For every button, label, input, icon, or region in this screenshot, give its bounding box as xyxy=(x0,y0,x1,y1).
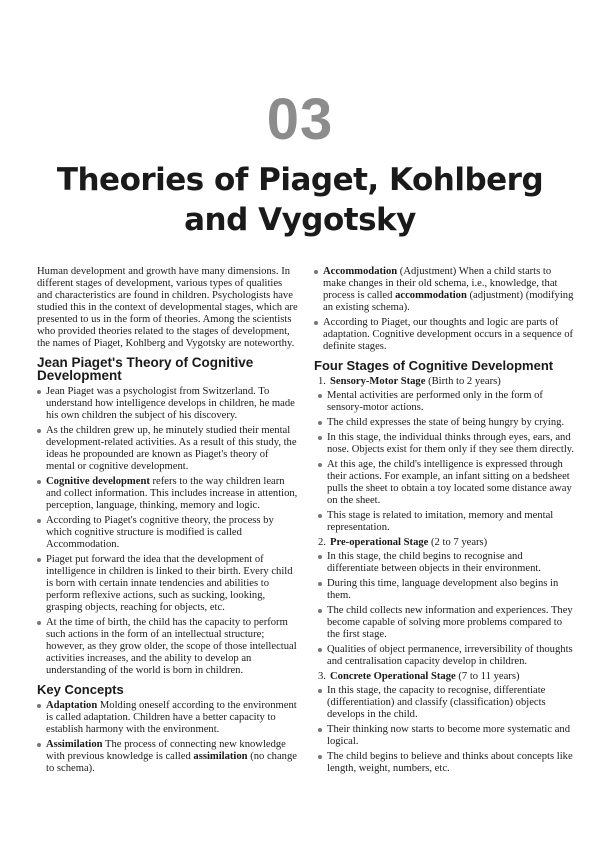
chapter-title xyxy=(0,160,600,240)
bullet-text: As the children grew up, he minutely studied their mental development-related activities. As a result of this study, the ideas he propounded are known as Piaget's theory of mental or cognitive development. xyxy=(46,425,297,472)
list-item xyxy=(318,605,576,641)
list-item xyxy=(37,617,299,677)
key-concepts-list xyxy=(37,700,299,775)
list-item xyxy=(318,551,576,575)
list-item xyxy=(318,724,576,748)
stage-item xyxy=(318,376,576,534)
list-item xyxy=(37,739,299,775)
key-concepts-heading: Key Concepts xyxy=(37,682,124,697)
stage-name: Sensory-Motor Stage xyxy=(330,376,426,387)
concept-text: (Adjustment) When a child starts to make changes in their old schema, i.e., knowledge, that process is called xyxy=(323,266,558,301)
stage-number: 1. xyxy=(318,376,326,387)
intro-paragraph: Human development and growth have many dimensions. In different stages of development, various types of qualities and characteristics are found in children. Psychologists have studied this in the context of developmental stages, which are presented to us in the form of theories. Among the scientists who provided theories related to the stages of development, the names of Piaget, Kohlberg and Vygotsky are noteworthy. xyxy=(37,266,298,349)
concept-term: Adaptation xyxy=(46,700,98,711)
list-item xyxy=(318,390,576,414)
concept-text: (no change to schema). xyxy=(46,751,297,774)
list-item xyxy=(318,644,576,668)
bullet-text: Jean Piaget was a psychologist from Switzerland. To understand how intelligence develops in children, he made his own children the subject of his discovery. xyxy=(46,386,295,421)
bullet-text: The child collects new information and experiences. They become capable of solving more problems compared to the first stage. xyxy=(327,605,573,640)
list-item xyxy=(318,510,576,534)
list-item xyxy=(318,432,576,456)
bullet-text: At this age, the child's intelligence is expressed through their actions. For example, an infant sitting on a bedsheet pulls the sheet to obtain a toy located some distance away on the sheet. xyxy=(327,459,572,506)
list-item xyxy=(318,751,576,775)
list-item xyxy=(37,476,299,512)
stage-item xyxy=(318,537,576,668)
bullet-text: This stage is related to imitation, memory and mental representation. xyxy=(327,510,554,533)
stage-heading xyxy=(318,671,576,683)
list-item xyxy=(318,417,576,429)
stage-heading xyxy=(318,376,576,388)
concept-term-inline: assimilation xyxy=(193,751,248,762)
bullet-text: In this stage, the individual thinks through eyes, ears, and nose. Objects exist for them only if they see them directly. xyxy=(327,432,575,455)
stage-points xyxy=(318,390,576,534)
list-item xyxy=(318,578,576,602)
left-column xyxy=(37,266,299,778)
stage-age: (2 to 7 years) xyxy=(428,537,488,548)
stage-points xyxy=(318,685,576,775)
section-heading-line-2: Development xyxy=(37,368,122,383)
bullet-term: Cognitive development xyxy=(46,476,150,487)
bullet-text: According to Piaget, our thoughts and logic are parts of adaptation. Cognitive development occurs in a sequence of definite stages. xyxy=(323,317,574,352)
stage-name: Concrete Operational Stage xyxy=(330,671,456,682)
chapter-title-line-1: Theories of Piaget, Kohlberg xyxy=(56,162,544,198)
piaget-bullet-list xyxy=(37,386,299,677)
concept-text: Molding oneself according to the environment is called adaptation. Children have a better capacity to establish harmony with the environment. xyxy=(46,700,297,735)
list-item xyxy=(318,685,576,721)
stage-name: Pre-operational Stage xyxy=(330,537,429,548)
bullet-text: At the time of birth, the child has the capacity to perform such actions in the form of an intellectual structure; however, as they grow older, the scope of those intellectual activities increases, and the ability to develop an understanding of the world is born in children. xyxy=(46,617,297,676)
right-column xyxy=(314,266,576,778)
bullet-text: refers to the way children learn and collect information. This includes increase in attention, perception, language, thinking, memory and logic. xyxy=(46,476,298,511)
concept-term: Accommodation xyxy=(323,266,398,277)
bullet-text: The child expresses the state of being hungry by crying. xyxy=(327,417,565,428)
stages-heading: Four Stages of Cognitive Development xyxy=(314,358,554,373)
list-item xyxy=(314,317,576,353)
bullet-text: The child begins to believe and thinks about concepts like length, weight, numbers, etc. xyxy=(327,751,573,774)
bullet-text: In this stage, the capacity to recognise, differentiate (differentiation) and classify (classification) objects develops in the child. xyxy=(327,685,546,720)
concept-text: (adjustment) (modifying an existing schema). xyxy=(323,290,574,313)
stage-points xyxy=(318,551,576,668)
stage-age: (Birth to 2 years) xyxy=(425,376,501,387)
bullet-text: Mental activities are performed only in the form of sensory-motor actions. xyxy=(327,390,543,413)
list-item xyxy=(37,515,299,551)
bullet-text: According to Piaget's cognitive theory, the process by which cognitive structure is modified is called Accommodation. xyxy=(46,515,274,550)
section-heading-line-1: Jean Piaget's Theory of Cognitive xyxy=(37,355,254,370)
concept-term-inline: accommodation xyxy=(395,290,467,301)
stage-age: (7 to 11 years) xyxy=(455,671,520,682)
list-item xyxy=(37,554,299,614)
list-item xyxy=(314,266,576,314)
stages-list xyxy=(314,376,576,775)
stage-item xyxy=(318,671,576,775)
bullet-text: Qualities of object permanence, irreversibility of thoughts and centralisation capacity develop in children. xyxy=(327,644,573,667)
list-item xyxy=(37,386,299,422)
bullet-text: Piaget put forward the idea that the development of intelligence in children is linked to their birth. Every child is born with certain innate tendencies and abilities to perform reflexive actions, such as sucking, looking, grasping objects, reaching for objects, etc. xyxy=(46,554,293,613)
chapter-title-line-2: and Vygotsky xyxy=(184,202,416,238)
section-heading-piaget xyxy=(37,356,299,382)
list-item xyxy=(37,700,299,736)
stage-heading xyxy=(318,537,576,549)
bullet-text: During this time, language development also begins in them. xyxy=(327,578,559,601)
concepts-continued-list xyxy=(314,266,576,353)
bullet-text: In this stage, the child begins to recognise and differentiate between objects in their environment. xyxy=(327,551,541,574)
bullet-text: Their thinking now starts to become more systematic and logical. xyxy=(327,724,571,747)
list-item xyxy=(37,425,299,473)
stage-number: 2. xyxy=(318,537,326,548)
list-item xyxy=(318,459,576,507)
concept-text: The process of connecting new knowledge with previous knowledge is called xyxy=(46,739,286,762)
stage-number: 3. xyxy=(318,671,326,682)
concept-term: Assimilation xyxy=(46,739,103,750)
chapter-number: 03 xyxy=(266,87,334,152)
